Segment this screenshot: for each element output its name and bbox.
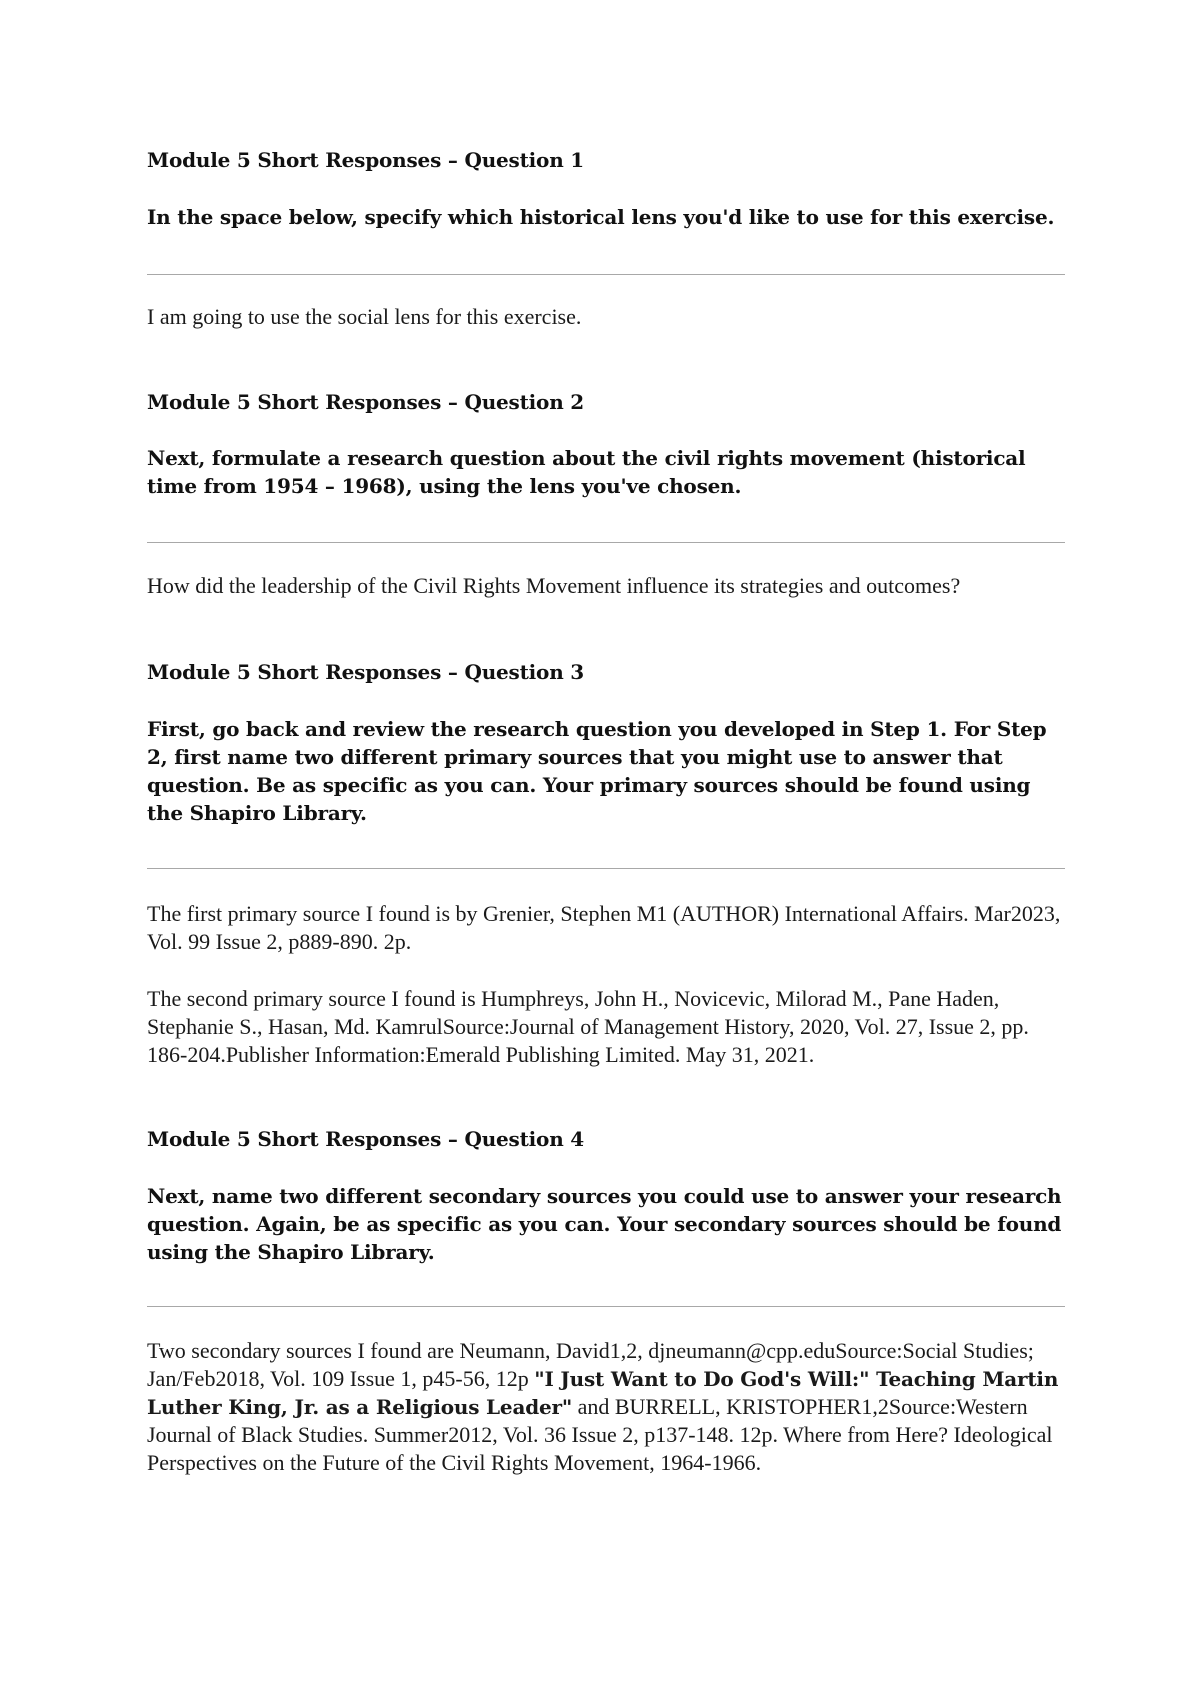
question-2-divider	[147, 542, 1065, 543]
question-4-prompt: Next, name two different secondary sources you could use to answer your research question. Again, be as specific as you can. Your secondary sources should be found using the Shapiro Library.	[147, 1184, 1062, 1264]
question-4-divider	[147, 1306, 1065, 1307]
question-3-heading: Module 5 Short Responses – Question 3	[147, 660, 585, 684]
question-4-answer	[147, 1337, 1067, 1477]
question-3-answer-2: The second primary source I found is Humphreys, John H., Novicevic, Milorad M., Pane Haden, Stephanie S., Hasan, Md. KamrulSource:Journal of Management History, 2020, Vol. 27, Issue 2, pp. 186-204.Publisher Information:Emerald Publishing Limited. May 31, 2021.	[147, 986, 1029, 1067]
question-4-answer-part-1: Two secondary sources I found are Neumann, David1,2, djneumann@cpp.eduSource:Social Studies; Jan/Feb2018, Vol. 109 Issue 1, p45-56, 12p	[147, 1338, 1034, 1391]
question-1-answer: I am going to use the social lens for this exercise.	[147, 304, 582, 329]
question-3-prompt: First, go back and review the research question you developed in Step 1. For Step 2, first name two different primary sources that you might use to answer that question. Be as specific as you can. Your primary sources should be found using the Shapiro Library.	[147, 717, 1047, 825]
question-4-heading: Module 5 Short Responses – Question 4	[147, 1127, 585, 1151]
question-2-heading: Module 5 Short Responses – Question 2	[147, 390, 585, 414]
question-2-answer: How did the leadership of the Civil Rights Movement influence its strategies and outcomes?	[147, 573, 961, 598]
question-3-answer-1: The first primary source I found is by Grenier, Stephen M1 (AUTHOR) International Affairs. Mar2023, Vol. 99 Issue 2, p889-890. 2p.	[147, 901, 1061, 954]
question-3-divider	[147, 868, 1065, 869]
question-4-answer-part-2: and BURRELL, KRISTOPHER1,2Source:Western Journal of Black Studies. Summer2012, Vol. 36 Issue 2, p137-148. 12p. Where from Here? Ideological Perspectives on the Future of the Civil Rights Movement, 1964-1966.	[147, 1394, 1053, 1475]
question-2-prompt: Next, formulate a research question about the civil rights movement (historical time from 1954 – 1968), using the lens you've chosen.	[147, 446, 1026, 498]
document-page	[147, 0, 1067, 1696]
question-1-divider	[147, 274, 1065, 275]
question-1-prompt: In the space below, specify which historical lens you'd like to use for this exercise.	[147, 205, 1055, 229]
question-1-heading: Module 5 Short Responses – Question 1	[147, 148, 585, 172]
question-4-answer-title: "I Just Want to Do God's Will:" Teaching Martin Luther King, Jr. as a Religious Leader"	[147, 1367, 1059, 1419]
